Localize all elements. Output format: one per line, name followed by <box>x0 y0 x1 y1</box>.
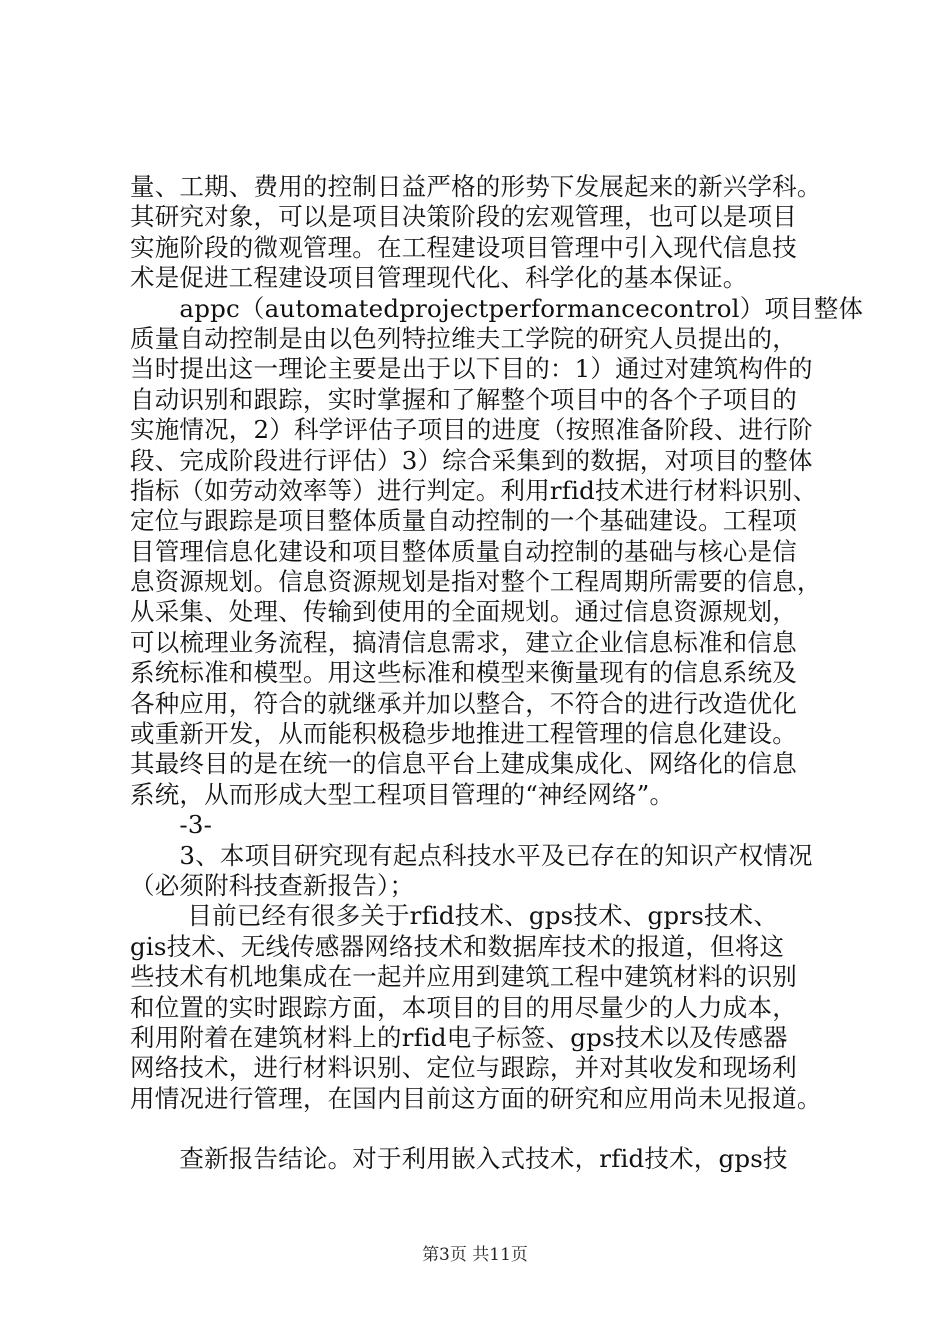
text-line: 网络技术，进行材料识别、定位与跟踪，并对其收发和现场利 <box>130 1053 797 1083</box>
text-line: 从采集、处理、传输到使用的全面规划。通过信息资源规划， <box>130 597 797 627</box>
text-line: 目前已经有很多关于rfid技术、gps技术、gprs技术、 <box>130 901 779 931</box>
text-line: 些技术有机地集成在一起并应用到建筑工程中建筑材料的识别 <box>130 962 797 992</box>
section-heading: （必须附科技查新报告）； <box>130 870 415 900</box>
text-line: 段、完成阶段进行评估）3）综合采集到的数据，对项目的整体 <box>130 445 813 475</box>
text-line: 利用附着在建筑材料上的rfid电子标签、gps技术以及传感器 <box>130 1022 788 1052</box>
body-text <box>130 172 864 1175</box>
text-line: 可以梳理业务流程，搞清信息需求，建立企业信息标准和信息 <box>130 627 797 657</box>
text-line: 或重新开发，从而能积极稳步地推进工程管理的信息化建设。 <box>130 719 797 749</box>
text-line: 和位置的实时跟踪方面，本项目的目的用尽量少的人力成本， <box>130 992 797 1022</box>
text-line: 其最终目的是在统一的信息平台上建成集成化、网络化的信息 <box>130 749 797 779</box>
text-line: 定位与跟踪是项目整体质量自动控制的一个基础建设。工程项 <box>130 506 797 536</box>
text-line: 质量自动控制是由以色列特拉维夫工学院的研究人员提出的， <box>130 323 797 353</box>
text-line: 术是促进工程建设项目管理现代化、科学化的基本保证。 <box>130 263 748 293</box>
text-line: 息资源规划。信息资源规划是指对整个工程周期所需要的信息， <box>130 567 822 597</box>
text-line: 系统，从而形成大型工程项目管理的“神经网络”。 <box>130 779 675 809</box>
text-line: 自动识别和跟踪，实时掌握和了解整个项目中的各个子项目的 <box>130 384 797 414</box>
text-line: 实施阶段的微观管理。在工程建设项目管理中引入现代信息技 <box>130 232 797 262</box>
text-line: 实施情况，2）科学评估子项目的进度（按照准备阶段、进行阶 <box>130 415 813 445</box>
text-line: 其研究对象，可以是项目决策阶段的宏观管理，也可以是项目 <box>130 202 797 232</box>
text-line: appc（automatedprojectperformancecontrol）项目整体 <box>130 293 864 323</box>
text-line: 各种应用，符合的就继承并加以整合，不符合的进行改造优化 <box>130 688 797 718</box>
text-line: 系统标准和模型。用这些标准和模型来衡量现有的信息系统及 <box>130 658 797 688</box>
page-marker: -3- <box>130 810 213 840</box>
text-line: 量、工期、费用的控制日益严格的形势下发展起来的新兴学科。 <box>130 172 822 201</box>
section-heading: 3、本项目研究现有起点科技水平及已存在的知识产权情况 <box>130 840 813 870</box>
text-line: 当时提出这一理论主要是出于以下目的：1）通过对建筑构件的 <box>130 354 813 384</box>
text-line: 用情况进行管理，在国内目前这方面的研究和应用尚未见报道。 <box>130 1083 822 1113</box>
text-line: 目管理信息化建设和项目整体质量自动控制的基础与核心是信 <box>130 536 797 566</box>
page-number-footer: 第3页 共11页 <box>422 1245 528 1265</box>
text-line: 指标（如劳动效率等）进行判定。利用rfid技术进行材料识别、 <box>130 475 818 505</box>
text-line: 查新报告结论。对于利用嵌入式技术，rfid技术，gps技 <box>130 1144 788 1174</box>
text-line: gis技术、无线传感器网络技术和数据库技术的报道，但将这 <box>130 931 785 961</box>
paragraph-gap <box>130 1114 830 1144</box>
